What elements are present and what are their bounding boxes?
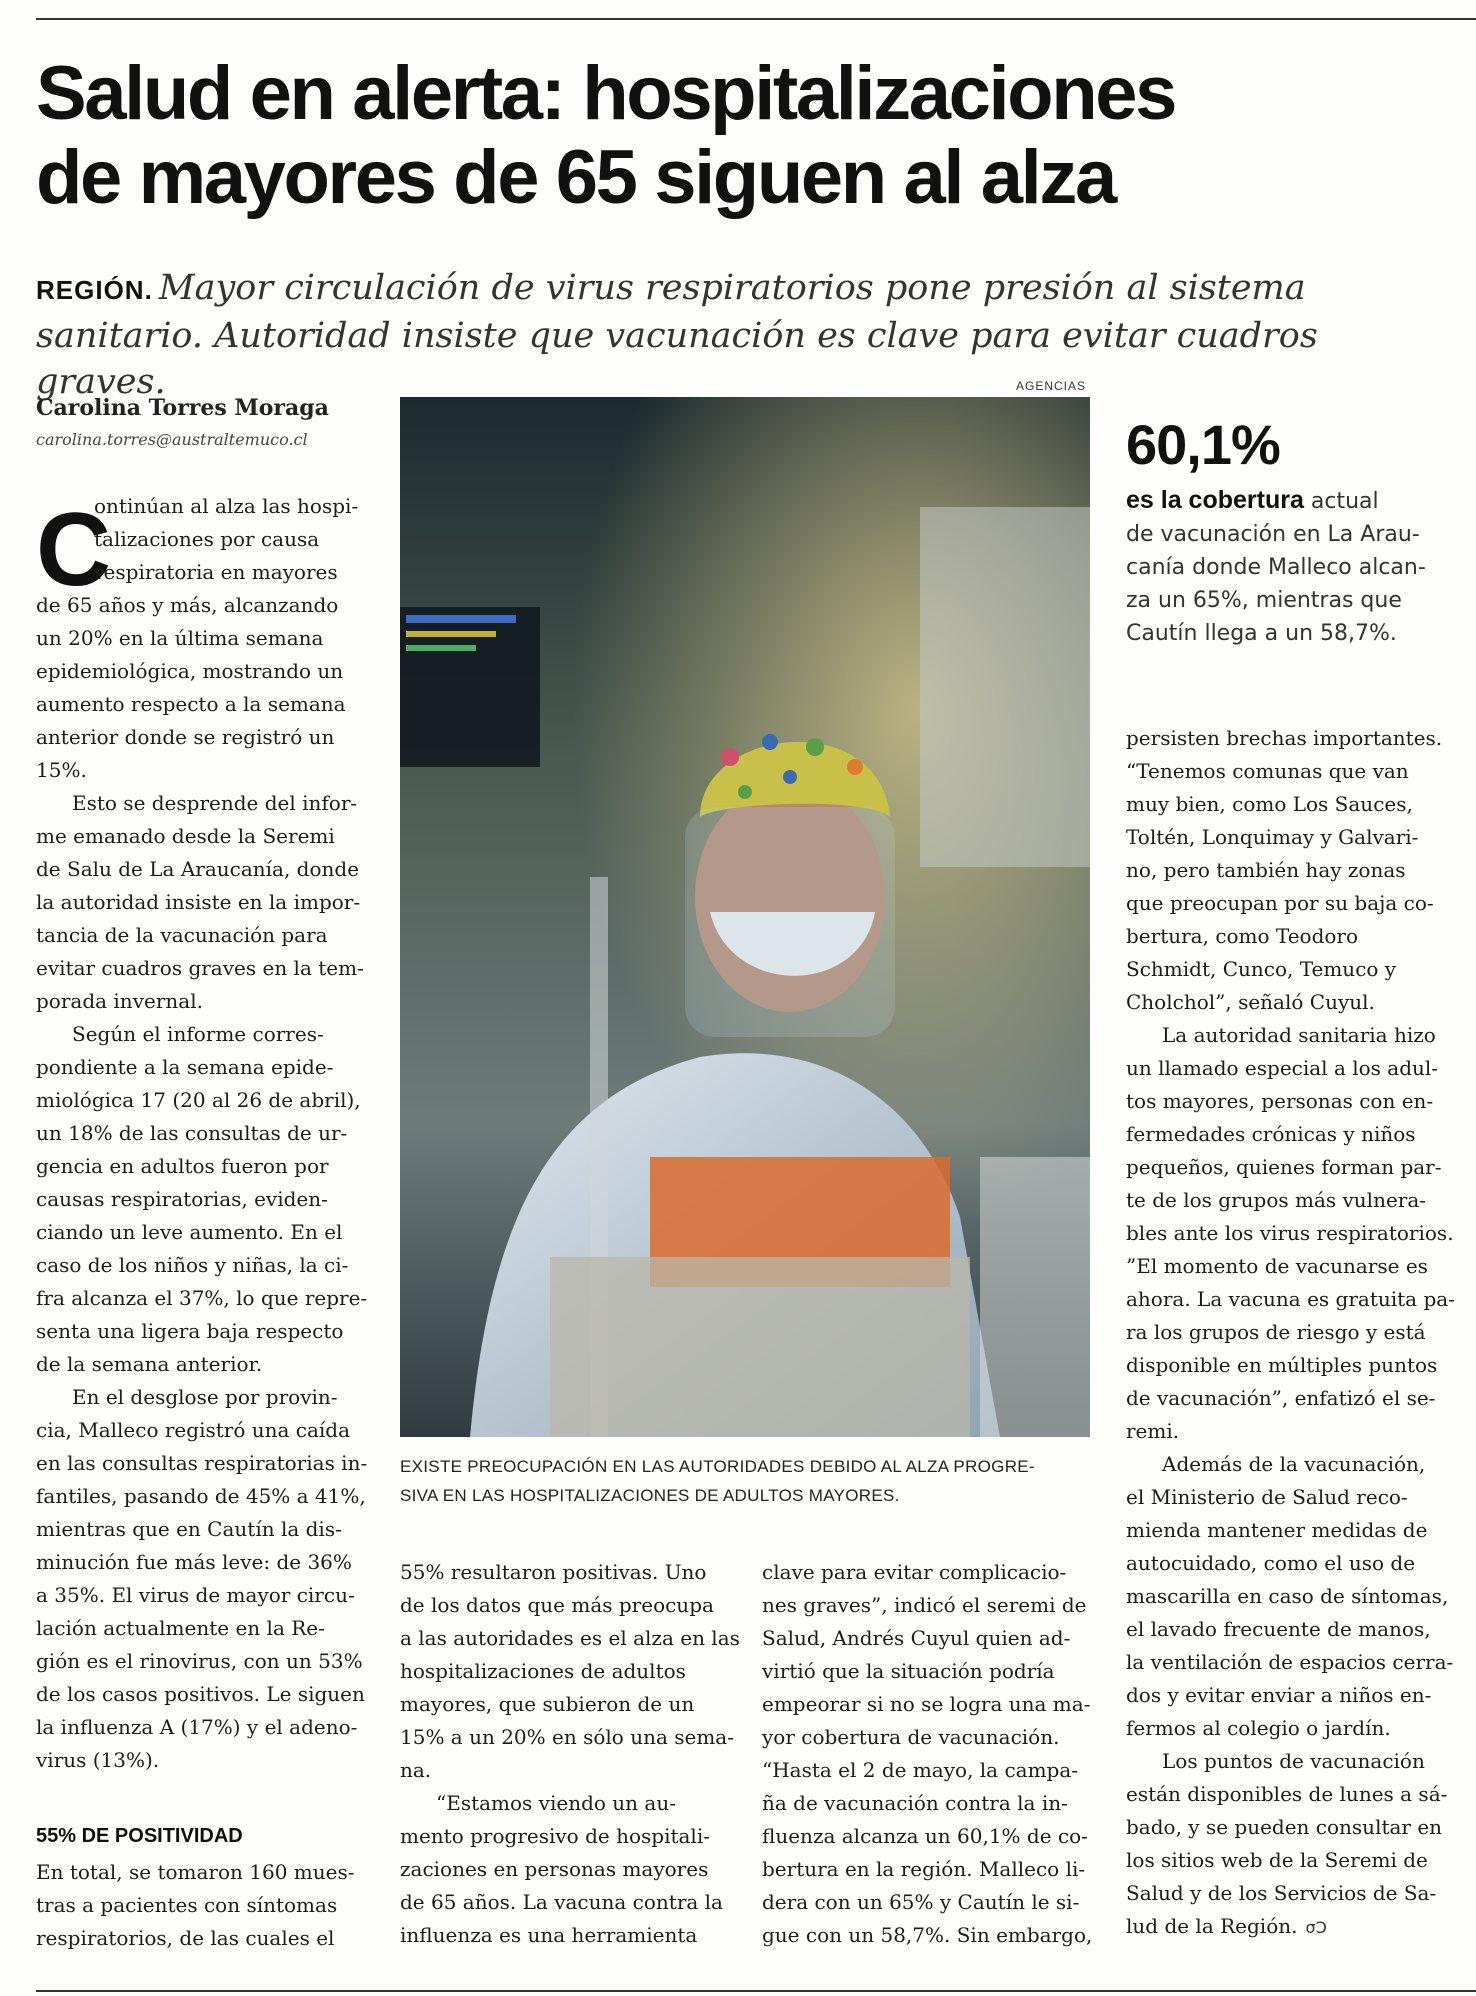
column-line: tos mayores, personas con en- bbox=[1126, 1089, 1434, 1113]
column-line: En total, se tomaron 160 mues- bbox=[36, 1860, 355, 1884]
column-line: Según el informe corres- bbox=[72, 1022, 324, 1046]
column-line: na. bbox=[400, 1758, 432, 1782]
column-line: yor cobertura de vacunación. bbox=[762, 1725, 1060, 1749]
column-line: aumento respecto a la semana bbox=[36, 692, 346, 716]
column-line: Toltén, Lonquimay y Galvari- bbox=[1126, 825, 1419, 849]
column-1-bottom bbox=[36, 1856, 366, 1955]
column-line: disponible en múltiples puntos bbox=[1126, 1353, 1438, 1377]
column-line: de Salu de La Araucanía, donde bbox=[36, 857, 360, 881]
bottom-rule bbox=[36, 1990, 1476, 1992]
column-line: 15%. bbox=[36, 758, 87, 782]
column-line: tancia de la vacunación para bbox=[36, 923, 328, 947]
column-line: la influenza A (17%) y el adeno- bbox=[36, 1715, 358, 1739]
column-line: minución fue más leve: de 36% bbox=[36, 1550, 352, 1574]
column-line: de la semana anterior. bbox=[36, 1352, 263, 1376]
column-line: muy bien, como Los Sauces, bbox=[1126, 792, 1413, 816]
column-line: respiratoria en mayores bbox=[94, 560, 338, 584]
photo-illustration bbox=[400, 397, 1090, 1437]
stat-text bbox=[1126, 484, 1456, 650]
column-line: influenza es una herramienta bbox=[400, 1923, 698, 1947]
column-line: un 20% en la última semana bbox=[36, 626, 324, 650]
column-line: de 65 años y más, alcanzando bbox=[36, 593, 339, 617]
column-line: la autoridad insiste en la impor- bbox=[36, 890, 361, 914]
column-line: autocuidado, como el uso de bbox=[1126, 1551, 1416, 1575]
column-line: no, pero también hay zonas bbox=[1126, 858, 1406, 882]
dropcap: C bbox=[36, 492, 112, 608]
column-line: ciando un leve aumento. En el bbox=[36, 1220, 343, 1244]
column-line: gue con un 58,7%. Sin embargo, bbox=[762, 1923, 1093, 1947]
deck-line-1 bbox=[36, 265, 1456, 313]
column-line: dera con un 65% y Cautín le si- bbox=[762, 1890, 1080, 1914]
stat-line-text: actual bbox=[1310, 489, 1379, 514]
stat-line: de vacunación en La Arau- bbox=[1126, 522, 1420, 547]
column-line: en las consultas respiratorias in- bbox=[36, 1451, 368, 1475]
column-line: porada invernal. bbox=[36, 989, 203, 1013]
column-line: cia, Malleco registró una caída bbox=[36, 1418, 351, 1442]
column-3 bbox=[762, 1556, 1092, 1952]
column-line: dos y evitar enviar a niños en- bbox=[1126, 1683, 1432, 1707]
column-line: fermedades crónicas y niños bbox=[1126, 1122, 1416, 1146]
column-line: te de los grupos más vulnera- bbox=[1126, 1188, 1427, 1212]
byline-author: Carolina Torres Moraga bbox=[36, 395, 329, 421]
column-line: gión es el rinovirus, con un 53% bbox=[36, 1649, 363, 1673]
column-line: ahora. La vacuna es gratuita pa- bbox=[1126, 1287, 1455, 1311]
headline-line: Salud en alerta: hospitalizaciones bbox=[36, 51, 1175, 136]
subhead: 55% DE POSITIVIDAD bbox=[36, 1825, 243, 1847]
caption-line: SIVA EN LAS HOSPITALIZACIONES DE ADULTOS MAYORES. bbox=[400, 1486, 900, 1505]
stat-line: canía donde Malleco alcan- bbox=[1126, 555, 1426, 580]
column-line: pequeños, quienes forman par- bbox=[1126, 1155, 1442, 1179]
deck bbox=[36, 265, 1456, 405]
column-line: respiratorios, de las cuales el bbox=[36, 1926, 335, 1950]
column-line: de los casos positivos. Le siguen bbox=[36, 1682, 365, 1706]
column-line: miológica 17 (20 al 26 de abril), bbox=[36, 1088, 361, 1112]
deck-text: Mayor circulación de virus respiratorios pone presión al sistema bbox=[158, 268, 1306, 308]
column-line: mento progresivo de hospitali- bbox=[400, 1824, 710, 1848]
column-line: Salud y de los Servicios de Sa- bbox=[1126, 1881, 1437, 1905]
headline bbox=[36, 52, 1456, 220]
deck-line-2: sanitario. Autoridad insiste que vacunación es clave para evitar cuadros graves. bbox=[36, 316, 1318, 402]
end-mark: σↃ bbox=[1305, 1918, 1327, 1937]
column-line: de vacunación”, enfatizó el se- bbox=[1126, 1386, 1436, 1410]
column-line: anterior donde se registró un bbox=[36, 725, 335, 749]
column-line: un llamado especial a los adul- bbox=[1126, 1056, 1439, 1080]
column-line: “Tenemos comunas que van bbox=[1126, 759, 1409, 783]
column-line: 15% a un 20% en sólo una sema- bbox=[400, 1725, 734, 1749]
column-line: ”El momento de vacunarse es bbox=[1126, 1254, 1428, 1278]
column-line: a las autoridades es el alza en las bbox=[400, 1626, 740, 1650]
column-line: Además de la vacunación, bbox=[1162, 1452, 1426, 1476]
column-line: hospitalizaciones de adultos bbox=[400, 1659, 686, 1683]
column-line: mienda mantener medidas de bbox=[1126, 1518, 1428, 1542]
column-line: Cholchol”, señaló Cuyul. bbox=[1126, 990, 1375, 1014]
column-line: Salud, Andrés Cuyul quien ad- bbox=[762, 1626, 1071, 1650]
column-line: ontinúan al alza las hospi- bbox=[94, 494, 359, 518]
column-line: clave para evitar complicacio- bbox=[762, 1560, 1067, 1584]
column-line: epidemiológica, mostrando un bbox=[36, 659, 344, 683]
column-line: un 18% de las consultas de ur- bbox=[36, 1121, 348, 1145]
column-line: En el desglose por provin- bbox=[72, 1385, 338, 1409]
column-4 bbox=[1126, 722, 1456, 1944]
column-line: ña de vacunación contra la in- bbox=[762, 1791, 1068, 1815]
column-1-top bbox=[36, 490, 366, 1777]
column-line: los sitios web de la Seremi de bbox=[1126, 1848, 1428, 1872]
caption-line: EXISTE PREOCUPACIÓN EN LAS AUTORIDADES DEBIDO AL ALZA PROGRE- bbox=[400, 1457, 1035, 1476]
byline-email[interactable]: carolina.torres@australtemuco.cl bbox=[36, 430, 308, 449]
column-line bbox=[1126, 1910, 1456, 1944]
column-line: empeorar si no se logra una ma- bbox=[762, 1692, 1091, 1716]
column-line: “Hasta el 2 de mayo, la campa- bbox=[762, 1758, 1079, 1782]
column-line: tras a pacientes con síntomas bbox=[36, 1893, 338, 1917]
column-line: senta una ligera baja respecto bbox=[36, 1319, 344, 1343]
photo-credit: AGENCIAS bbox=[1016, 379, 1087, 393]
column-line: evitar cuadros graves en la tem- bbox=[36, 956, 364, 980]
column-line: el Ministerio de Salud reco- bbox=[1126, 1485, 1408, 1509]
stat-line: za un 65%, mientras que bbox=[1126, 588, 1402, 613]
column-line: mayores, que subieron de un bbox=[400, 1692, 695, 1716]
column-line: mientras que en Cautín la dis- bbox=[36, 1517, 342, 1541]
column-line: causas respiratorias, eviden- bbox=[36, 1187, 328, 1211]
column-line: remi. bbox=[1126, 1419, 1180, 1443]
column-line: fluenza alcanza un 60,1% de co- bbox=[762, 1824, 1088, 1848]
column-line: fermos al colegio o jardín. bbox=[1126, 1716, 1391, 1740]
column-line: nes graves”, indicó el seremi de bbox=[762, 1593, 1087, 1617]
column-line: la ventilación de espacios cerra- bbox=[1126, 1650, 1454, 1674]
column-line: bles ante los virus respiratorios. bbox=[1126, 1221, 1454, 1245]
column-line: virus (13%). bbox=[36, 1748, 160, 1772]
column-line: La autoridad sanitaria hizo bbox=[1162, 1023, 1436, 1047]
column-line: Schmidt, Cunco, Temuco y bbox=[1126, 957, 1397, 981]
stat-lead: es la cobertura bbox=[1126, 486, 1304, 514]
top-rule bbox=[36, 18, 1476, 20]
column-line: pondiente a la semana epide- bbox=[36, 1055, 334, 1079]
column-line: “Estamos viendo un au- bbox=[436, 1791, 676, 1815]
column-line: 55% resultaron positivas. Uno bbox=[400, 1560, 707, 1584]
column-line: mascarilla en caso de síntomas, bbox=[1126, 1584, 1449, 1608]
stat-number: 60,1% bbox=[1126, 413, 1280, 476]
column-2 bbox=[400, 1556, 740, 1952]
column-line: a 35%. El virus de mayor circu- bbox=[36, 1583, 355, 1607]
column-line: me emanado desde la Seremi bbox=[36, 824, 335, 848]
column-line: talizaciones por causa bbox=[94, 527, 320, 551]
column-line: que preocupan por su baja co- bbox=[1126, 891, 1434, 915]
column-line-text: lud de la Región. bbox=[1126, 1914, 1298, 1938]
column-line: zaciones en personas mayores bbox=[400, 1857, 709, 1881]
photo-caption bbox=[400, 1452, 1090, 1510]
column-line: ra los grupos de riesgo y está bbox=[1126, 1320, 1426, 1344]
column-line: Los puntos de vacunación bbox=[1162, 1749, 1425, 1773]
column-line: fantiles, pasando de 45% a 41%, bbox=[36, 1484, 366, 1508]
stat-line: Cautín llega a un 58,7%. bbox=[1126, 621, 1397, 646]
column-line: virtió que la situación podría bbox=[762, 1659, 1055, 1683]
stat-line bbox=[1126, 484, 1456, 518]
column-line: Esto se desprende del infor- bbox=[72, 791, 358, 815]
column-line: fra alcanza el 37%, lo que repre- bbox=[36, 1286, 368, 1310]
column-line: gencia en adultos fueron por bbox=[36, 1154, 329, 1178]
section-tag: REGIÓN. bbox=[36, 275, 153, 305]
column-line: bado, y se pueden consultar en bbox=[1126, 1815, 1443, 1839]
column-line: caso de los niños y niñas, la ci- bbox=[36, 1253, 349, 1277]
headline-line: de mayores de 65 siguen al alza bbox=[36, 135, 1115, 220]
column-line: de los datos que más preocupa bbox=[400, 1593, 714, 1617]
column-line: bertura en la región. Malleco li- bbox=[762, 1857, 1086, 1881]
column-line: de 65 años. La vacuna contra la bbox=[400, 1890, 723, 1914]
article-photo bbox=[400, 397, 1090, 1437]
column-line: están disponibles de lunes a sá- bbox=[1126, 1782, 1448, 1806]
column-line: persisten brechas importantes. bbox=[1126, 726, 1443, 750]
column-line: el lavado frecuente de manos, bbox=[1126, 1617, 1431, 1641]
column-line: lación actualmente en la Re- bbox=[36, 1616, 325, 1640]
column-line: bertura, como Teodoro bbox=[1126, 924, 1359, 948]
